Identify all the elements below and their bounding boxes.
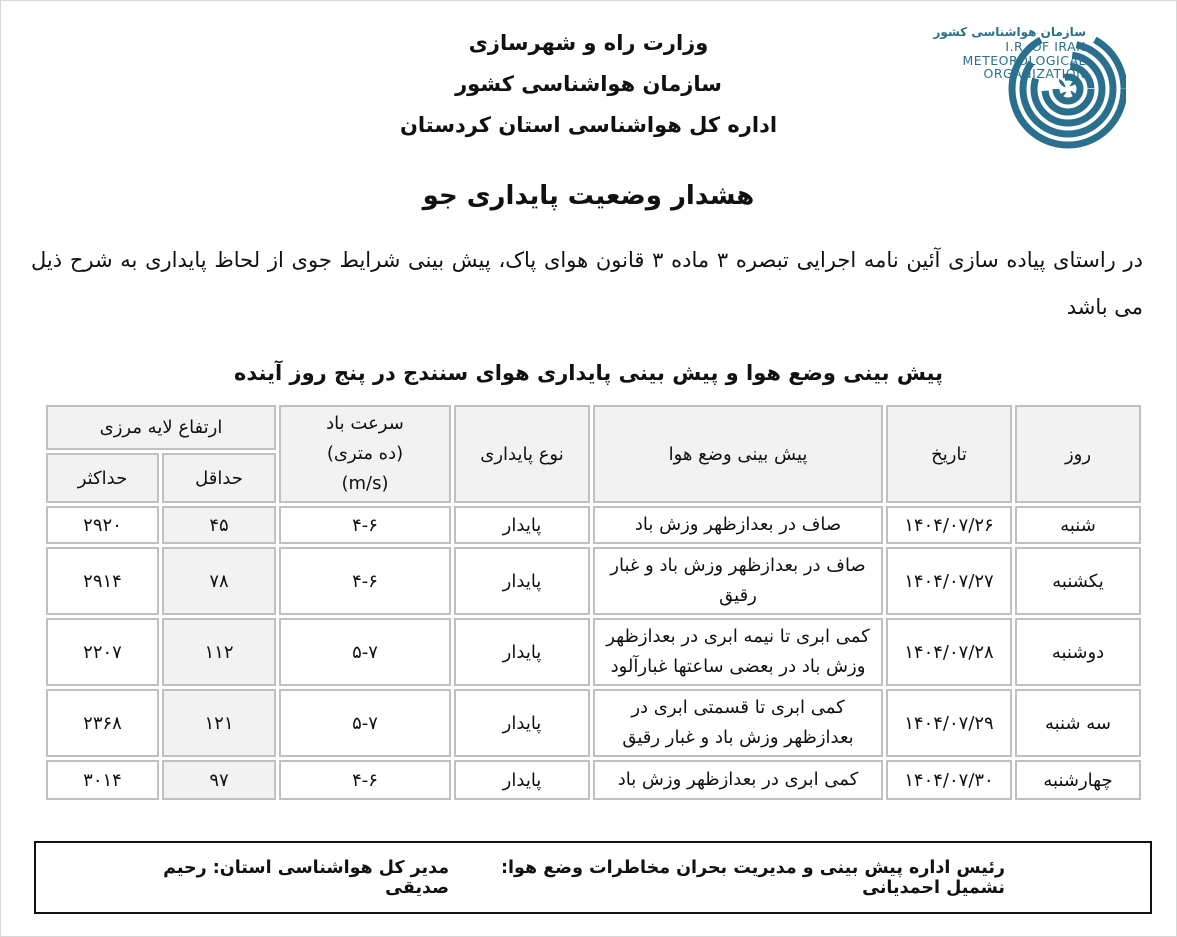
day-cell: شنبه <box>1015 506 1141 544</box>
provincial-office-name: اداره کل هواشناسی استان کردستان <box>399 113 778 137</box>
col-header-weather: پیش بینی وضع هوا <box>593 405 883 503</box>
stability-cell: پایدار <box>454 547 590 615</box>
min-cell: ۱۲۱ <box>162 689 276 757</box>
forecast-head-signature: رئیس اداره پیش بینی و مدیریت بحران مخاطرات وضع هوا: نشمیل احمدیانی <box>501 857 1005 898</box>
min-cell: ۱۱۲ <box>162 618 276 686</box>
logo-text <box>934 25 1086 81</box>
col-header-min: حداقل <box>162 453 276 503</box>
date-cell <box>886 618 1012 686</box>
stability-cell: پایدار <box>454 506 590 544</box>
stability-cell: پایدار <box>454 618 590 686</box>
day-cell: سه شنبه <box>1015 689 1141 757</box>
wind-cell <box>279 506 451 544</box>
wind-value: ۴-۶ <box>352 514 378 536</box>
wind-header-line1: سرعت باد <box>326 413 404 434</box>
pinwheel-center <box>1058 79 1078 99</box>
irimo-logo <box>891 7 1126 157</box>
director-general-signature: مدیر کل هواشناسی استان: رحیم صدیقی <box>163 857 450 898</box>
logo-en-line: ORGANIZATION <box>983 66 1086 81</box>
weather-cell: کمی ابری در بعدازظهر وزش باد <box>593 760 883 800</box>
wind-header-line2: (ده متری) <box>326 443 404 464</box>
wind-value: ۵-۷ <box>352 641 378 663</box>
col-header-wind-speed <box>279 405 451 503</box>
col-header-stability: نوع پایداری <box>454 405 590 503</box>
table-title: پیش بینی وضع هوا و پیش بینی پایداری هوای سنندج در پنج روز آینده <box>234 361 943 385</box>
forecast-table <box>43 402 1144 803</box>
min-cell: ۷۸ <box>162 547 276 615</box>
table-row <box>46 506 1141 544</box>
col-header-day: روز <box>1015 405 1141 503</box>
wind-value: ۴-۶ <box>352 769 378 791</box>
logo-en-line: METEOROLOGICAL <box>962 52 1086 68</box>
date-value: ۱۴۰۴/۰۷/۲۷ <box>904 570 994 592</box>
wind-cell <box>279 760 451 800</box>
date-cell <box>886 506 1012 544</box>
date-cell <box>886 547 1012 615</box>
wind-value: ۵-۷ <box>352 712 378 734</box>
stability-cell: پایدار <box>454 760 590 800</box>
day-cell: دوشنبه <box>1015 618 1141 686</box>
weather-cell: صاف در بعدازظهر وزش باد و غبار رقیق <box>593 547 883 615</box>
date-value: ۱۴۰۴/۰۷/۲۸ <box>904 641 994 663</box>
max-cell: ۳۰۱۴ <box>46 760 159 800</box>
min-cell: ۹۷ <box>162 760 276 800</box>
table-row <box>46 547 1141 615</box>
max-cell: ۲۹۱۴ <box>46 547 159 615</box>
signature-box <box>34 841 1152 914</box>
wind-cell <box>279 689 451 757</box>
wind-header-unit: (m/s) <box>341 473 389 494</box>
date-cell <box>886 689 1012 757</box>
wind-cell <box>279 618 451 686</box>
table-row <box>46 618 1141 686</box>
ministry-name: وزارت راه و شهرسازی <box>468 31 709 55</box>
wind-cell <box>279 547 451 615</box>
min-cell: ۴۵ <box>162 506 276 544</box>
wind-value: ۴-۶ <box>352 570 378 592</box>
max-cell: ۲۳۶۸ <box>46 689 159 757</box>
date-value: ۱۴۰۴/۰۷/۲۶ <box>904 514 994 536</box>
date-value: ۱۴۰۴/۰۷/۲۹ <box>904 712 994 734</box>
max-cell: ۲۲۰۷ <box>46 618 159 686</box>
col-header-boundary-layer: ارتفاع لایه مرزی <box>46 405 276 450</box>
table-row <box>46 689 1141 757</box>
col-header-max: حداکثر <box>46 453 159 503</box>
weather-cell: کمی ابری تا قسمتی ابری در بعدازظهر وزش باد و غبار رقیق <box>593 689 883 757</box>
organization-name: سازمان هواشناسی کشور <box>455 72 722 96</box>
weather-cell: کمی ابری تا نیمه ابری در بعدازظهر وزش باد در بعضی ساعتها غبارآلود <box>593 618 883 686</box>
logo-en-line: I.R. OF IRAN <box>1005 39 1086 54</box>
page-title: هشدار وضعیت پایداری جو <box>422 181 755 211</box>
day-cell: چهارشنبه <box>1015 760 1141 800</box>
weather-cell: صاف در بعدازظهر وزش باد <box>593 506 883 544</box>
day-cell: یکشنبه <box>1015 547 1141 615</box>
date-value: ۱۴۰۴/۰۷/۳۰ <box>904 769 994 791</box>
stability-cell: پایدار <box>454 689 590 757</box>
col-header-date: تاریخ <box>886 405 1012 503</box>
table-row <box>46 760 1141 800</box>
intro-paragraph: در راستای پیاده سازی آئین نامه اجرایی تبصره ۳ ماده ۳ قانون هوای پاک، پیش بینی شرایط جوی از لحاظ پایداری به شرح ذیل می باشد <box>31 248 1144 319</box>
logo-fa-name: سازمان هواشناسی کشور <box>933 25 1086 39</box>
max-cell: ۲۹۲۰ <box>46 506 159 544</box>
date-cell <box>886 760 1012 800</box>
